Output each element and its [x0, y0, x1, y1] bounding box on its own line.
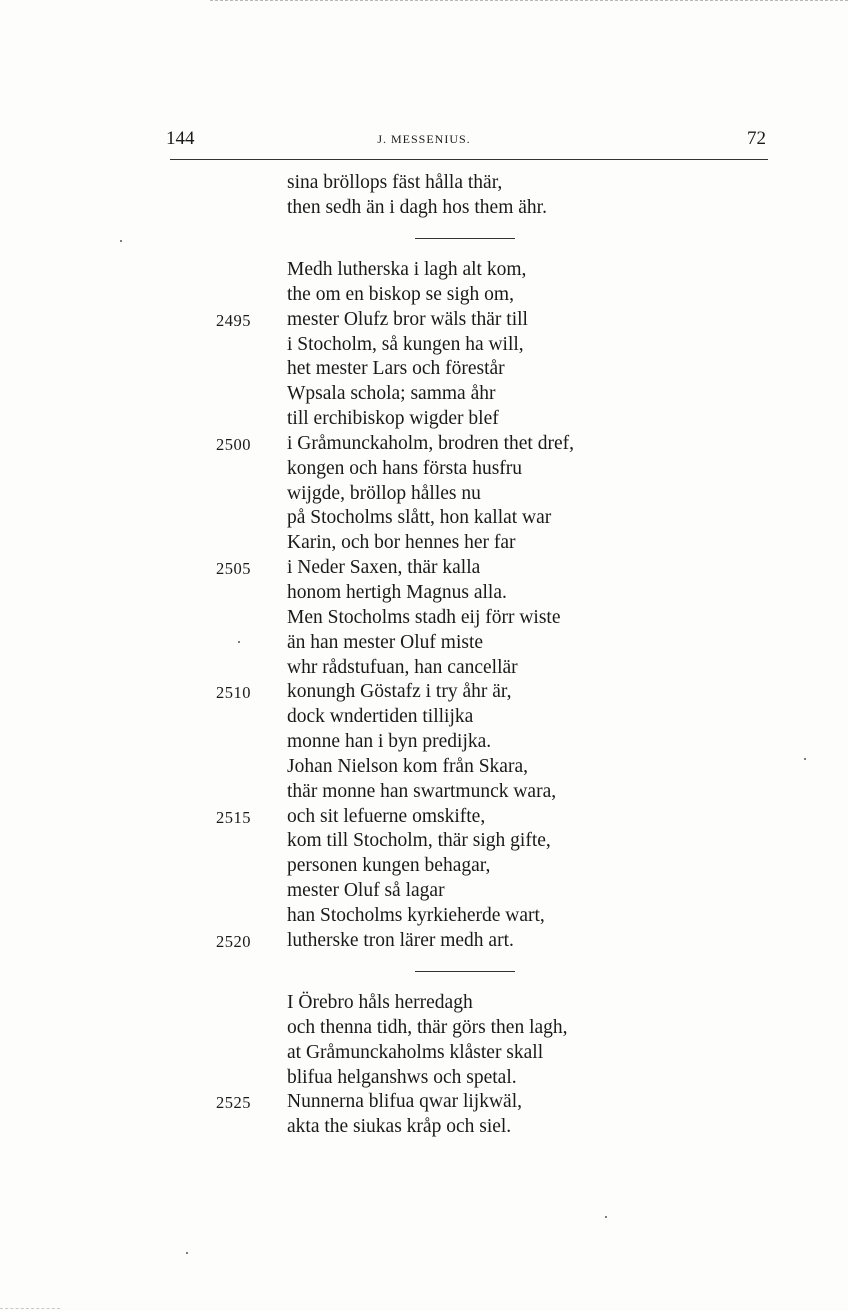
line-number: 2525	[216, 1093, 251, 1113]
verse-text: whr rådstufuan, han cancellär	[287, 656, 518, 678]
verse-text: och sit lefuerne omskifte,	[287, 805, 486, 827]
verse-text: akta the siukas kråp och siel.	[287, 1116, 512, 1138]
verse-text: then sedh än i dagh hos them ähr.	[287, 196, 547, 218]
verse-text: I Örebro håls herredagh	[287, 992, 473, 1013]
verse-text: Medh lutherska i lagh alt kom,	[287, 259, 527, 280]
verse-text: kongen och hans första husfru	[287, 457, 523, 479]
scan-speck	[186, 1252, 188, 1254]
scan-bottom-edge	[0, 1308, 60, 1309]
line-number: 2520	[216, 931, 251, 951]
verse-text: i Stocholm, så kungen ha will,	[287, 333, 524, 355]
verse-text: Nunnerna blifua qwar lijkwäl,	[287, 1091, 523, 1113]
page-header	[0, 128, 848, 154]
verse-text: till erchibiskop wigder blef	[287, 408, 499, 430]
scan-top-edge	[210, 0, 848, 1]
verse-text: mester Oluf så lagar	[287, 880, 445, 902]
verse-text: på Stocholms slått, hon kallat war	[287, 507, 552, 529]
line-number: 2505	[216, 559, 251, 579]
verse-text: Wpsala schola; samma åhr	[287, 383, 496, 405]
verse-text: lutherske tron lärer medh art.	[287, 929, 514, 951]
verse-text: the om en biskop se sigh om,	[287, 283, 514, 305]
verse-text: kom till Stocholm, thär sigh gifte,	[287, 830, 551, 852]
verse-text: personen kungen behagar,	[287, 855, 491, 877]
verse-text: thär monne han swartmunck wara,	[287, 780, 557, 802]
running-head: J. MESSENIUS.	[377, 132, 471, 146]
verse-text: i Gråmunckaholm, brodren thet dref,	[287, 432, 574, 454]
verse-text: Johan Nielson kom från Skara,	[287, 755, 528, 777]
section-separator	[415, 971, 515, 972]
page-number: 144	[166, 128, 195, 149]
verse-text: blifua helganshws och spetal.	[287, 1066, 517, 1088]
verse-text: mester Olufz bror wäls thär till	[287, 308, 528, 330]
verse-text: het mester Lars och förestår	[287, 358, 505, 380]
verse-text: i Neder Saxen, thär kalla	[287, 557, 481, 579]
verse-text: honom hertigh Magnus alla.	[287, 581, 507, 603]
section-separator	[415, 238, 515, 239]
scan-speck	[238, 641, 240, 643]
scan-speck	[605, 1216, 607, 1218]
verse-text: Karin, och bor hennes her far	[287, 532, 516, 554]
verse-text: han Stocholms kyrkieherde wart,	[287, 904, 545, 926]
verse-text: konungh Göstafz i try åhr är,	[287, 681, 512, 703]
header-rule	[170, 159, 768, 160]
line-number: 2510	[216, 683, 251, 703]
verse-text: dock wndertiden tillijka	[287, 706, 474, 728]
verse-text: monne han i byn predijka.	[287, 731, 492, 753]
verse-text: Men Stocholms stadh eij förr wiste	[287, 606, 561, 628]
verse-text: wijgde, bröllop hålles nu	[287, 482, 481, 504]
folio-number: 72	[747, 128, 766, 149]
line-number: 2515	[216, 807, 251, 827]
verse-text: sina bröllops fäst hålla thär,	[287, 172, 503, 193]
verse-text: och thenna tidh, thär görs then lagh,	[287, 1016, 568, 1038]
line-number: 2495	[216, 310, 251, 330]
scan-speck	[120, 240, 122, 242]
scan-speck	[804, 758, 806, 760]
verse-text: at Gråmunckaholms klåster skall	[287, 1041, 544, 1063]
line-number: 2500	[216, 434, 251, 454]
verse-text: än han mester Oluf miste	[287, 631, 484, 653]
